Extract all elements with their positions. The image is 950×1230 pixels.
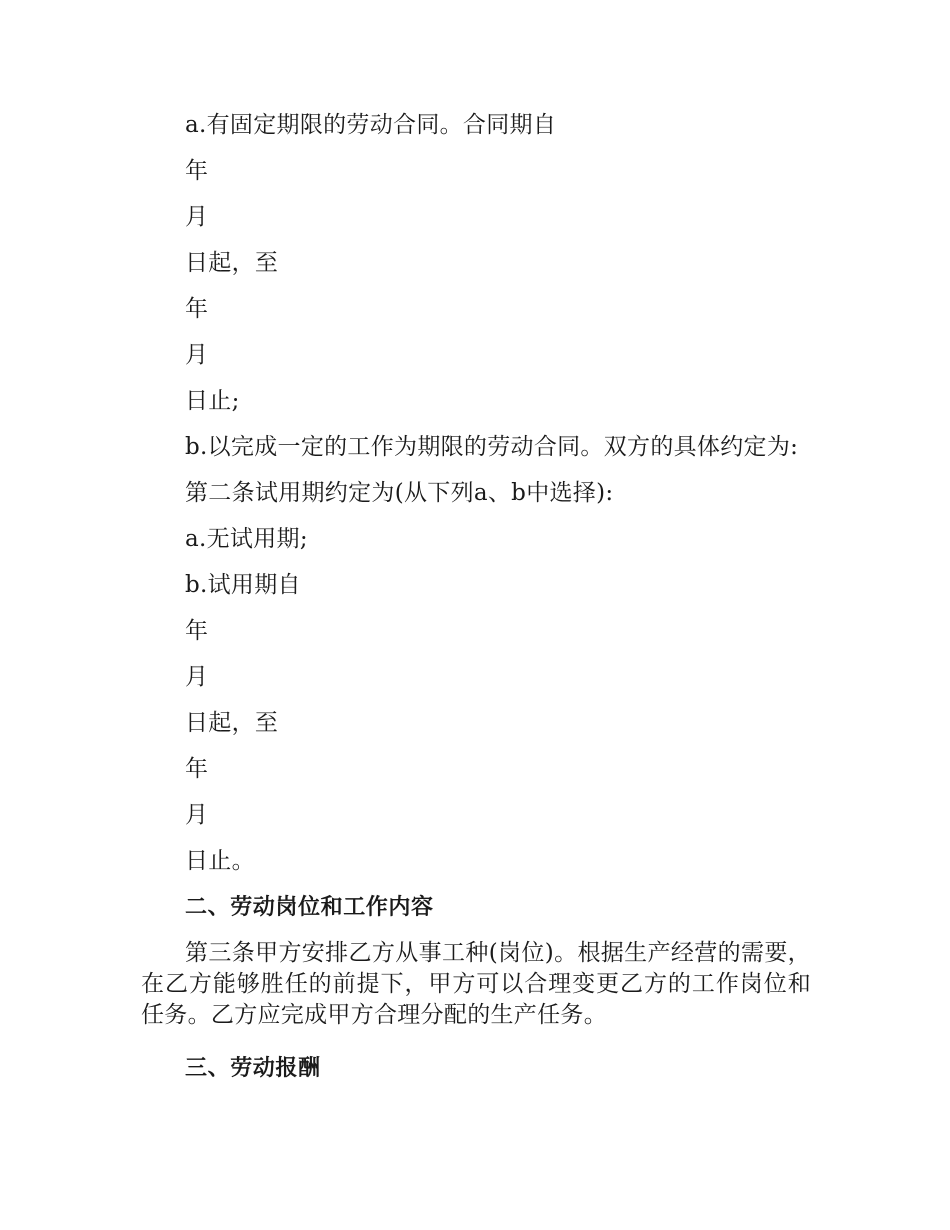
paragraph-article-3: 第三条甲方安排乙方从事工种(岗位)。根据生产经营的需要，在乙方能够胜任的前提下，甲方可以合理变更乙方的工作岗位和任务。乙方应完成甲方合理分配的生产任务。 — [141, 940, 811, 1028]
paragraph-article-2: 第二条试用期约定为(从下列a、b中选择): — [185, 480, 614, 506]
paragraph-fixed-term-contract: a.有固定期限的劳动合同。合同期自 — [185, 112, 557, 138]
paragraph-month: 月 — [185, 664, 209, 690]
paragraph-year: 年 — [185, 158, 209, 184]
paragraph-day-from: 日起，至 — [185, 710, 279, 736]
section-heading-remuneration: 三、劳动报酬 — [185, 1056, 321, 1081]
paragraph-year: 年 — [185, 756, 209, 782]
paragraph-day-until: 日止; — [185, 388, 240, 414]
paragraph-month: 月 — [185, 342, 209, 368]
section-heading-job-position: 二、劳动岗位和工作内容 — [185, 895, 434, 920]
paragraph-month: 月 — [185, 204, 209, 230]
paragraph-day-from: 日起，至 — [185, 250, 279, 276]
paragraph-year: 年 — [185, 296, 209, 322]
document-body — [141, 110, 811, 1099]
paragraph-no-probation: a.无试用期; — [185, 526, 308, 552]
paragraph-task-contract: b.以完成一定的工作为期限的劳动合同。双方的具体约定为: — [185, 434, 799, 460]
paragraph-day-until: 日止。 — [185, 848, 255, 874]
paragraph-year: 年 — [185, 618, 209, 644]
paragraph-probation-from: b.试用期自 — [185, 572, 301, 598]
paragraph-month: 月 — [185, 802, 209, 828]
